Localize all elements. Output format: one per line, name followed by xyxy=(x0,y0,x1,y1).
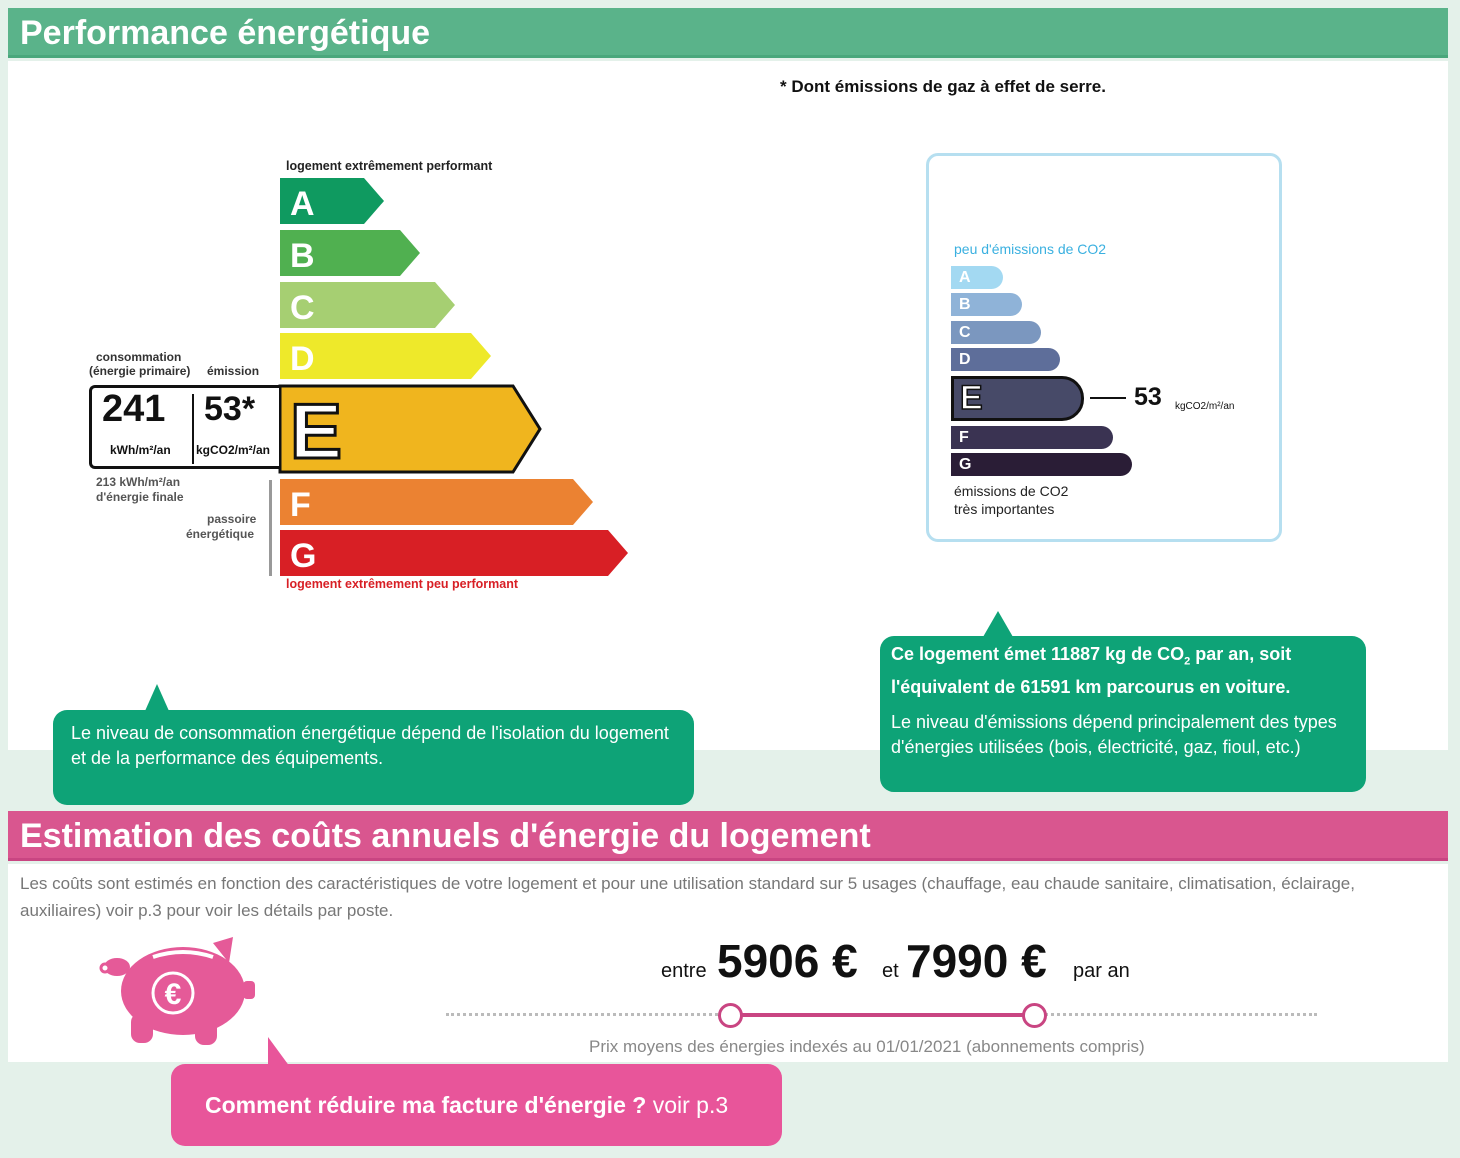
cost-range-fill xyxy=(730,1013,1035,1017)
emission-explanation: Le niveau d'émissions dépend principalement des types d'énergies utilisées (bois, électricité, gaz, fioul, etc.) xyxy=(891,711,1337,757)
consumption-header-1: consommation xyxy=(96,350,182,364)
cost-range-low-marker xyxy=(718,1003,743,1028)
cost-mid: et xyxy=(882,960,899,982)
dpe-scale xyxy=(278,176,638,578)
ges-bar-E: E xyxy=(951,376,1084,421)
dpe-letter-A: A xyxy=(290,185,315,223)
final-energy-1: 213 kWh/m²/an xyxy=(96,475,181,489)
callout-left xyxy=(53,710,694,805)
consumption-value: 241 xyxy=(102,388,166,430)
ges-bar-A: A xyxy=(951,266,1003,289)
cost-high: 7990 € xyxy=(906,935,1047,987)
co2-emission-statement: Ce logement émet 11887 kg de $CO_2$ par an, soit xyxy=(891,644,1292,668)
section-title: Estimation des coûts annuels d'énergie du logement xyxy=(20,817,871,855)
cost-suffix: par an xyxy=(1073,960,1130,982)
emission-value: 53* xyxy=(204,390,256,428)
svg-text:€: € xyxy=(164,978,182,1011)
cost-range-high-marker xyxy=(1022,1003,1047,1028)
section-header-performance xyxy=(8,8,1448,58)
callout-right-arrow xyxy=(983,611,1013,637)
price-note: Prix moyens des énergies indexés au 01/01/2021 (abonnements compris) xyxy=(589,1037,1145,1056)
section-header-costs xyxy=(8,811,1448,861)
reduce-bill-link[interactable]: Comment réduire ma facture d'énergie ? voir p.3 xyxy=(171,1064,782,1146)
ges-bar-G: G xyxy=(951,453,1132,476)
emission-header: émission xyxy=(207,364,260,378)
ges-bottom-label-1: émissions de CO2 xyxy=(954,483,1069,499)
ges-bar-B: B xyxy=(951,293,1022,316)
ges-top-label: peu d'émissions de CO2 xyxy=(954,241,1107,257)
dpe-letter-E: E xyxy=(290,387,343,475)
footnote: * Dont émissions de gaz à effet de serre. xyxy=(780,77,1106,96)
callout-left-arrow xyxy=(145,684,169,711)
ges-bar-F: F xyxy=(951,426,1113,449)
cost-prefix: entre xyxy=(661,960,707,982)
consumption-unit: kWh/m²/an xyxy=(110,443,171,457)
ges-value: 53 xyxy=(1134,383,1162,411)
ges-bar-C: C xyxy=(951,321,1041,344)
ges-bottom-label-2: très importantes xyxy=(954,501,1055,517)
section-title: Performance énergétique xyxy=(20,14,431,52)
car-equivalent-statement: l'équivalent de 61591 km parcourus en voiture. xyxy=(891,676,1291,697)
passoire-2: énergétique xyxy=(186,527,255,541)
passoire-divider xyxy=(269,480,272,576)
ges-bar-D: D xyxy=(951,348,1060,371)
dpe-letter-G: G xyxy=(290,537,317,575)
dpe-letter-D: D xyxy=(290,340,315,378)
dpe-letter-C: C xyxy=(290,289,315,327)
dpe-bar-G xyxy=(280,530,628,576)
passoire-1: passoire xyxy=(207,512,257,526)
box-divider xyxy=(192,394,194,464)
dpe-top-label: logement extrêmement performant xyxy=(286,159,493,173)
callout-left-text: Le niveau de consommation énergétique dépend de l'isolation du logement et de la performance des équipements. xyxy=(71,723,669,768)
dpe-letter-F: F xyxy=(290,486,311,524)
ges-unit: kgCO2/m²/an xyxy=(1175,401,1235,412)
consumption-header-2: (énergie primaire) xyxy=(89,364,191,378)
cost-low: 5906 € xyxy=(717,935,858,987)
final-energy-2: d'énergie finale xyxy=(96,490,184,504)
callout-right xyxy=(880,636,1366,792)
ges-pointer-line xyxy=(1090,397,1126,399)
dpe-bottom-label: logement extrêmement peu performant xyxy=(286,577,518,591)
dpe-letter-B: B xyxy=(290,237,315,275)
emission-unit: kgCO2/m²/an xyxy=(196,443,271,457)
consumption-box xyxy=(89,385,279,469)
callout-pink-arrow xyxy=(268,1037,290,1067)
costs-intro: Les coûts sont estimés en fonction des caractéristiques de votre logement et pour une utilisation standard sur 5 usages (chauffage, eau chaude sanitaire, climatisation, éclairage, auxiliaires) voir p.3 pour voir les détails par poste. xyxy=(20,874,1355,920)
piggy-bank-icon xyxy=(95,935,260,1050)
dpe-bar-F xyxy=(280,479,593,525)
